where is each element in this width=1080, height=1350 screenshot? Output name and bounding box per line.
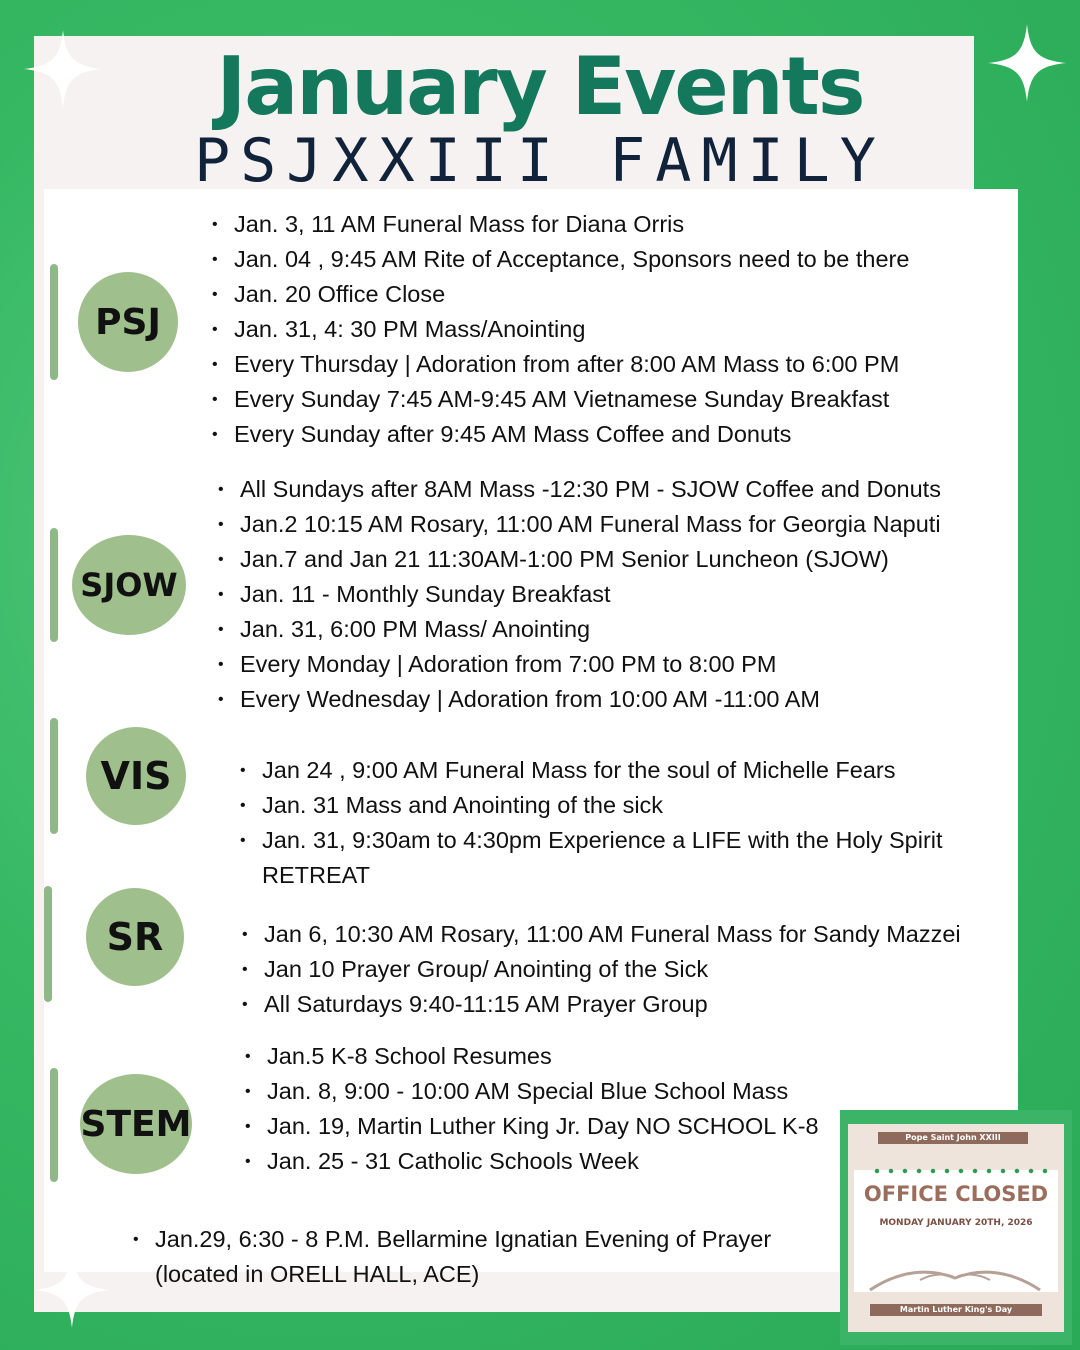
list-item: • Jan. 04 , 9:45 AM Rite of Acceptance, Sponsors need to be there [212,242,909,277]
event-list-vis [240,753,960,893]
list-item: • Jan. 11 - Monthly Sunday Breakfast [218,577,941,612]
event-list-sr [242,917,961,1022]
list-item: • Every Wednesday | Adoration from 10:00 AM -11:00 AM [218,682,941,717]
section-tag-label: PSJ [95,301,161,343]
list-item: • Jan.5 K-8 School Resumes [245,1039,819,1074]
section-divider-bar [44,886,52,1002]
list-item: • All Sundays after 8AM Mass -12:30 PM - SJOW Coffee and Donuts [218,472,941,507]
list-item: • Jan 24 , 9:00 AM Funeral Mass for the soul of Michelle Fears [240,753,960,788]
section-divider-bar [50,528,58,642]
list-item: • Every Sunday after 9:45 AM Mass Coffee and Donuts [212,417,909,452]
section-tag-vis [86,727,186,825]
section-divider-bar [50,264,58,380]
list-item: • Every Thursday | Adoration from after 8:00 AM Mass to 6:00 PM [212,347,909,382]
office-closed-promo [840,1110,1072,1345]
list-item: • Jan. 19, Martin Luther King Jr. Day NO SCHOOL K-8 [245,1109,819,1144]
list-item: • Jan. 20 Office Close [212,277,909,312]
event-list-sjow [218,472,941,717]
list-item: • Jan.29, 6:30 - 8 P.M. Bellarmine Ignatian Evening of Prayer (located in ORELL HALL, ACE) [133,1222,783,1292]
promo-bottom-ribbon: Martin Luther King's Day [870,1304,1042,1316]
event-list-psj [212,207,909,452]
promo-date: MONDAY JANUARY 20TH, 2026 [879,1218,1033,1228]
list-item: • Jan. 31, 9:30am to 4:30pm Experience a LIFE with the Holy Spirit RETREAT [240,823,960,893]
list-item: • Every Monday | Adoration from 7:00 PM to 8:00 PM [218,647,941,682]
list-item: • Jan. 8, 9:00 - 10:00 AM Special Blue School Mass [245,1074,819,1109]
list-item: • All Saturdays 9:40-11:15 AM Prayer Group [242,987,961,1022]
list-item: • Jan. 3, 11 AM Funeral Mass for Diana Orris [212,207,909,242]
section-tag-sr [86,888,184,986]
section-tag-label: SR [106,915,164,959]
list-item: • Jan. 25 - 31 Catholic Schools Week [245,1144,819,1179]
section-tag-sjow [72,535,186,635]
page-subtitle: PSJXXIII FAMILY [194,126,886,196]
promo-binding-dots [870,1168,1050,1174]
list-item: • Every Sunday 7:45 AM-9:45 AM Vietnamese Sunday Breakfast [212,382,909,417]
sparkle-icon [32,1250,112,1330]
section-tag-label: SJOW [80,566,178,604]
promo-top-ribbon: Pope Saint John XXIII [878,1132,1028,1144]
list-item: • Jan. 31, 6:00 PM Mass/ Anointing [218,612,941,647]
section-tag-label: STEM [80,1103,192,1145]
section-tag-psj [78,272,178,372]
list-item: • Jan. 31 Mass and Anointing of the sick [240,788,960,823]
hands-icon [860,1250,1050,1300]
list-item: • Jan 6, 10:30 AM Rosary, 11:00 AM Funeral Mass for Sandy Mazzei [242,917,961,952]
event-list-stem [245,1039,819,1179]
promo-headline: OFFICE CLOSED [863,1182,1049,1206]
list-item: • Jan 10 Prayer Group/ Anointing of the Sick [242,952,961,987]
section-tag-stem [80,1074,192,1174]
list-item: • Jan.2 10:15 AM Rosary, 11:00 AM Funeral Mass for Georgia Naputi [218,507,941,542]
section-tag-label: VIS [100,754,172,798]
list-item: • Jan. 31, 4: 30 PM Mass/Anointing [212,312,909,347]
event-list-footer [133,1222,783,1292]
page-title: January Events [216,40,864,133]
section-divider-bar [50,1068,58,1182]
section-divider-bar [50,718,58,834]
list-item: • Jan.7 and Jan 21 11:30AM-1:00 PM Senior Luncheon (SJOW) [218,542,941,577]
